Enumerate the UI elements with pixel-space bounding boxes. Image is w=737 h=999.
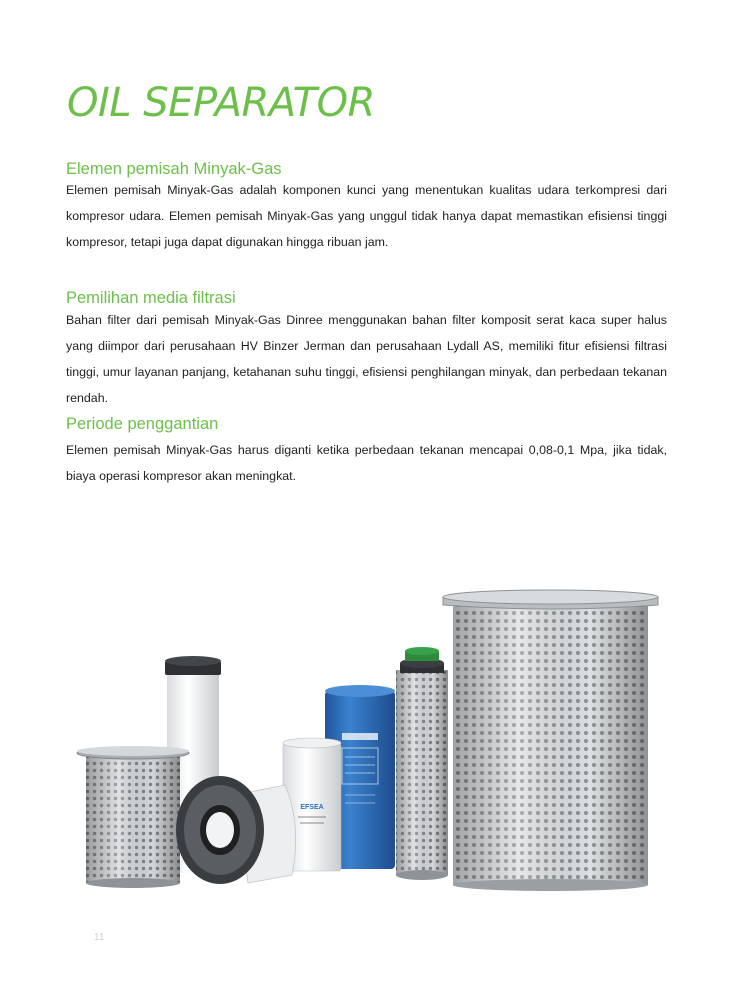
oil-separator-products-photo [70, 585, 670, 895]
flanged-separator-filter [77, 746, 189, 888]
section-heading-filter-media: Pemilihan media filtrasi [66, 289, 236, 307]
section-heading-replacement-period: Periode penggantian [66, 415, 219, 433]
page-number: 11 [94, 932, 105, 943]
front-cap-separator [176, 776, 296, 884]
large-separator-filter [443, 590, 658, 891]
page-title: OIL SEPARATOR [67, 80, 375, 126]
section-body-separator-element: Elemen pemisah Minyak-Gas adalah komponen kunci yang menentukan kualitas udara terkompresi dari kompresor udara. Elemen pemisah Minyak-Gas yang unggul tidak hanya dapat memastikan efisiensi tinggi kompresor, tetapi juga dapat digunakan hingga ribuan jam. [66, 183, 667, 249]
section-heading-separator-element: Elemen pemisah Minyak-Gas [66, 160, 282, 178]
section-body-replacement-period: Elemen pemisah Minyak-Gas harus diganti ketika perbedaan tekanan mencapai 0,08-0,1 Mpa, jika tidak, biaya operasi kompresor akan meningkat. [66, 443, 667, 483]
brand-label: EFSEA [300, 804, 324, 811]
slim-perforated-filter [396, 647, 448, 880]
section-body-filter-media: Bahan filter dari pemisah Minyak-Gas Dinree menggunakan bahan filter komposit serat kaca super halus yang diimpor dari perusahaan HV Binzer Jerman dan perusahaan Lydall AS, memiliki fitur efisiensi filtrasi tinggi, umur layanan panjang, ketahanan suhu tinggi, efisiensi penghilangan minyak, dan perbedaan tekanan rendah. [66, 313, 667, 405]
